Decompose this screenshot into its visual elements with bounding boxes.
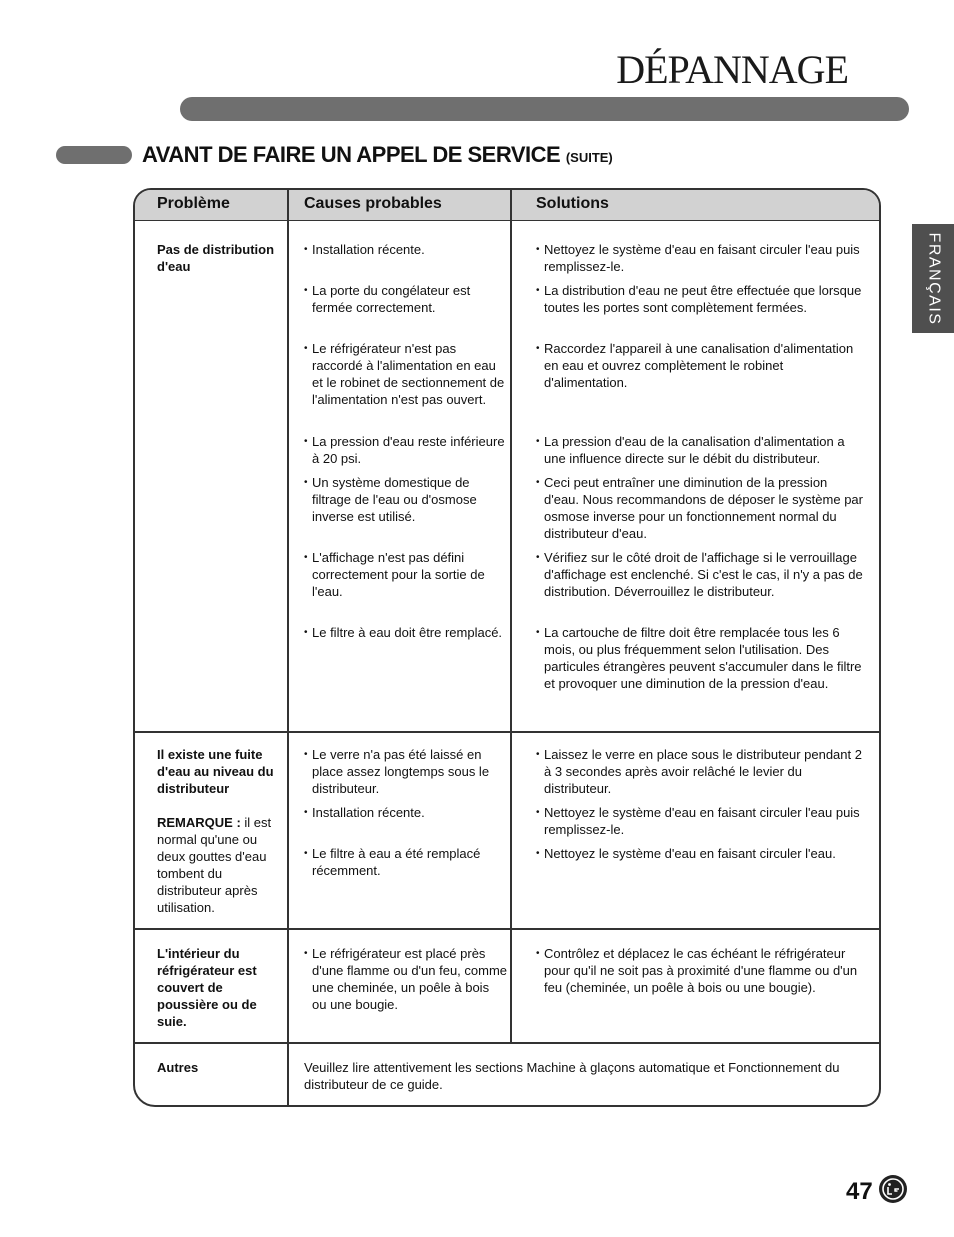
problem-dispenser-leak: Il existe une fuite d'eau au niveau du distributeur [157, 747, 274, 796]
section-title: AVANT DE FAIRE UN APPEL DE SERVICE [142, 142, 561, 167]
problem-no-water: Pas de distribution d'eau [157, 242, 275, 274]
solution-item: • Nettoyez le système d'eau en faisant circuler l'eau puis remplissez-le. [536, 241, 864, 275]
column-header-problem: Problème [157, 195, 230, 212]
lg-logo-icon [878, 1174, 908, 1204]
note-label: REMARQUE : [157, 815, 241, 830]
cause-item: • Le réfrigérateur est placé près d'une flamme ou d'un feu, comme une cheminée, un poêle à bois ou une bougie. [304, 945, 507, 1013]
page-number: 47 [846, 1178, 873, 1205]
cause-item: • Installation récente. [304, 804, 507, 821]
page-title: DÉPANNAGE [616, 47, 848, 92]
language-tab-label: FRANÇAIS [925, 232, 942, 325]
header-bar [180, 97, 909, 121]
cause-item: • Le filtre à eau a été remplacé récemment. [304, 845, 507, 879]
language-tab [912, 224, 954, 333]
other-text: Veuillez lire attentivement les sections Machine à glaçons automatique et Fonctionnement du distributeur de ce guide. [304, 1060, 840, 1092]
solution-item: • Nettoyez le système d'eau en faisant circuler l'eau. [536, 845, 864, 862]
solution-item: • Raccordez l'appareil à une canalisation d'alimentation en eau et ouvrez complètement le robinet d'alimentation. [536, 340, 864, 391]
solution-item: • La cartouche de filtre doit être remplacée tous les 6 mois, ou plus fréquemment selon l'utilisation. Des particules étrangères peuvent s'accumuler dans le filtre et provoquer une diminution de la pression d'eau. [536, 624, 864, 692]
row-divider [135, 928, 879, 930]
solution-item: • La distribution d'eau ne peut être effectuée que lorsque toutes les portes sont complètement fermées. [536, 282, 864, 316]
cause-item: • La pression d'eau reste inférieure à 20 psi. [304, 433, 507, 467]
cause-item: • Un système domestique de filtrage de l'eau ou d'osmose inverse est utilisé. [304, 474, 507, 525]
note-text: il est normal qu'une ou deux gouttes d'eau tombent du distributeur après utilisation. [157, 815, 272, 915]
problem-other: Autres [157, 1060, 199, 1075]
troubleshooting-table [133, 188, 881, 1107]
cause-item: • Le filtre à eau doit être remplacé. [304, 624, 507, 641]
cause-item: • L'affichage n'est pas défini correctement pour la sortie de l'eau. [304, 549, 507, 600]
solution-item: • Ceci peut entraîner une diminution de la pression d'eau. Nous recommandons de déposer le système par osmose inverse pour un fonctionnement normal du distributeur d'eau. [536, 474, 864, 542]
column-divider [510, 190, 512, 1042]
solution-item: • Laissez le verre en place sous le distributeur pendant 2 à 3 secondes après avoir relâché le levier du distributeur. [536, 746, 864, 797]
column-divider [287, 190, 289, 1107]
cause-item: • Le verre n'a pas été laissé en place assez longtemps sous le distributeur. [304, 746, 507, 797]
solution-item: • Contrôlez et déplacez le cas échéant le réfrigérateur pour qu'il ne soit pas à proximité d'une flamme ou d'un feu (cheminée, un poêle à bois ou une bougie). [536, 945, 864, 996]
section-suffix: (SUITE) [565, 150, 613, 165]
column-header-causes: Causes probables [304, 195, 442, 212]
problem-dust-soot: L'intérieur du réfrigérateur est couvert de poussière ou de suie. [157, 946, 257, 1029]
problem-note [157, 814, 282, 916]
column-header-solutions: Solutions [536, 195, 609, 212]
section-heading [142, 142, 613, 168]
solution-item: • Nettoyez le système d'eau en faisant circuler l'eau puis remplissez-le. [536, 804, 864, 838]
section-marker [56, 146, 132, 164]
table-header [135, 190, 879, 221]
cause-item: • La porte du congélateur est fermée correctement. [304, 282, 507, 316]
row-divider [135, 1042, 879, 1044]
solution-item: • La pression d'eau de la canalisation d'alimentation a une influence directe sur le débit du distributeur. [536, 433, 864, 467]
cause-item: • Le réfrigérateur n'est pas raccordé à l'alimentation en eau et le robinet de sectionnement de l'alimentation n'est pas ouvert. [304, 340, 507, 408]
row-divider [135, 731, 879, 733]
cause-item: • Installation récente. [304, 241, 507, 258]
solution-item: • Vérifiez sur le côté droit de l'affichage si le verrouillage d'affichage est enclenché. Si c'est le cas, il n'y a pas de distribution. Déverrouillez le distributeur. [536, 549, 864, 600]
